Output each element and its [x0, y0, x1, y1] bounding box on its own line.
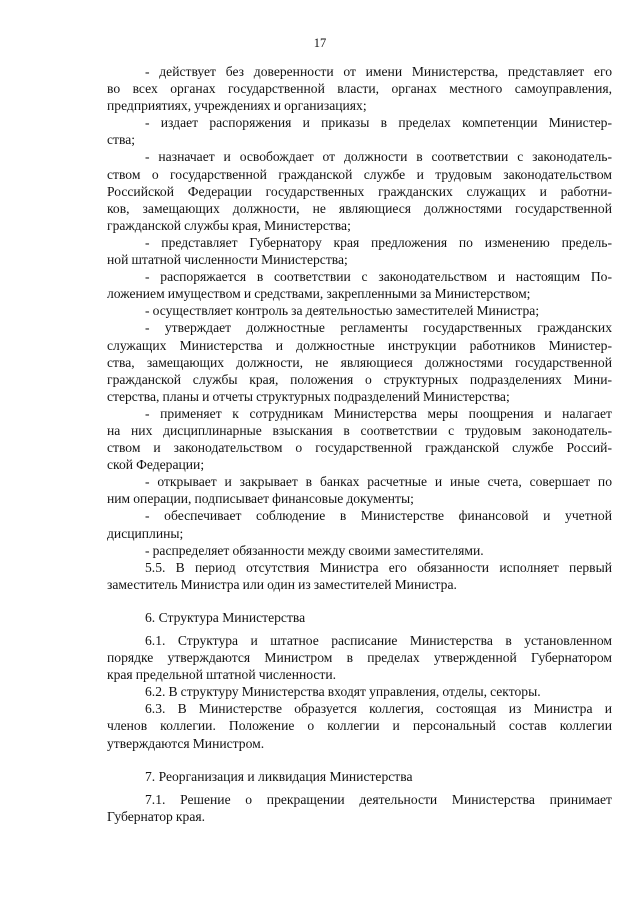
paragraph-rewards-and-penalties	[107, 405, 612, 473]
paragraph-6-3	[107, 700, 612, 751]
text-line: гражданской службы края, Министерства;	[107, 217, 351, 233]
text-line: гражданской службы края, положения о структурных подразделениях Мини-	[107, 371, 612, 387]
text-line: Губернатор края.	[107, 808, 206, 824]
paragraph-bank-accounts	[107, 473, 612, 507]
text-line: ства;	[107, 132, 136, 148]
text-line: - открывает и закрывает в банках расчетные и иные счета, совершает по	[145, 474, 612, 490]
text-line: 6.2. В структуру Министерства входят управления, отделы, секторы.	[145, 684, 541, 700]
paragraph-distributes-duties	[107, 542, 612, 559]
text-line: ной штатной численности Министерства;	[107, 252, 348, 268]
paragraph-acts-without-power-of-attorney	[107, 63, 612, 114]
text-line: 6.1. Структура и штатное расписание Министерства в установленном	[145, 633, 612, 648]
text-line: утверждаются Министром.	[107, 735, 265, 751]
page-number: 17	[313, 36, 327, 50]
paragraph-submits-staff-proposals	[107, 234, 612, 268]
text-line: - обеспечивает соблюдение в Министерстве финансовой и учетной	[145, 508, 612, 524]
paragraph-financial-discipline	[107, 507, 612, 541]
text-line: ним операции, подписывает финансовые документы;	[107, 491, 414, 507]
document-body	[107, 63, 612, 825]
text-line: - распределяет обязанности между своими заместителями.	[145, 542, 484, 558]
paragraph-5-5	[107, 559, 612, 593]
text-line: ства, замещающих должности, не являющиеся должностями государственной	[107, 354, 612, 370]
text-line: 6.3. В Министерстве образуется коллегия, состоящая из Министра и	[145, 701, 612, 717]
text-line: Российской Федерации государственных гражданских служащих и работни-	[107, 183, 612, 199]
text-line: края предельной штатной численности.	[107, 667, 337, 683]
paragraph-issues-orders	[107, 114, 612, 148]
text-line: 5.5. В период отсутствия Министра его обязанности исполняет первый	[145, 559, 612, 575]
text-line: порядке утверждаются Министром в пределах утвержденной Губернатором	[107, 650, 612, 666]
paragraph-6-1	[107, 632, 612, 683]
text-line: стерства, планы и отчеты структурных подразделений Министерства;	[107, 388, 510, 404]
text-line: ством и законодательством о государственной гражданской службе Россий-	[107, 440, 612, 456]
text-line: - утверждает должностные регламенты государственных гражданских	[145, 320, 612, 336]
text-line: ской Федерации;	[107, 457, 205, 473]
text-line: ложением имуществом и средствами, закрепленными за Министерством;	[107, 286, 531, 302]
text-line: служащих Министерства и должностные инструкции работников Министер-	[107, 337, 612, 353]
paragraph-manages-property	[107, 268, 612, 302]
paragraph-7-1	[107, 791, 612, 825]
text-line: ков, замещающих должности, не являющиеся должностями государственной	[107, 200, 612, 216]
text-line: предприятиях, учреждениях и организациях;	[107, 98, 367, 114]
text-line: 7.1. Решение о прекращении деятельности Министерства принимает	[145, 791, 612, 807]
text-line: - распоряжается в соответствии с законодательством и настоящим По-	[145, 269, 612, 285]
text-line: ством о государственной гражданской службе и трудовым законодательством	[107, 166, 612, 182]
paragraph-approves-regulations	[107, 319, 612, 404]
text-line: - представляет Губернатору края предложения по изменению предель-	[145, 234, 612, 250]
text-line: заместитель Министра или один из заместителей Министра.	[107, 576, 457, 592]
text-line: дисциплины;	[107, 525, 184, 541]
text-line: - назначает и освобождает от должности в соответствии с законодатель-	[145, 149, 612, 165]
text-line: во всех органах государственной власти, органах местного самоуправления,	[107, 81, 612, 97]
section-6-heading: 6. Структура Министерства	[145, 609, 306, 625]
text-line: - издает распоряжения и приказы в пределах компетенции Министер-	[145, 115, 612, 131]
text-line: - действует без доверенности от имени Министерства, представляет его	[145, 64, 612, 79]
text-line: членов коллегии. Положение о коллегии и персональный состав коллегии	[107, 718, 612, 734]
paragraph-6-2	[107, 683, 612, 700]
paragraph-controls-deputies	[107, 302, 612, 319]
text-line: - осуществляет контроль за деятельностью заместителей Министра;	[145, 303, 540, 319]
text-line: - применяет к сотрудникам Министерства меры поощрения и налагает	[145, 405, 612, 421]
section-7-heading: 7. Реорганизация и ликвидация Министерства	[145, 768, 413, 784]
paragraph-appoints-and-dismisses	[107, 148, 612, 233]
text-line: на них дисциплинарные взыскания в соответствии с трудовым законодатель-	[107, 422, 612, 438]
